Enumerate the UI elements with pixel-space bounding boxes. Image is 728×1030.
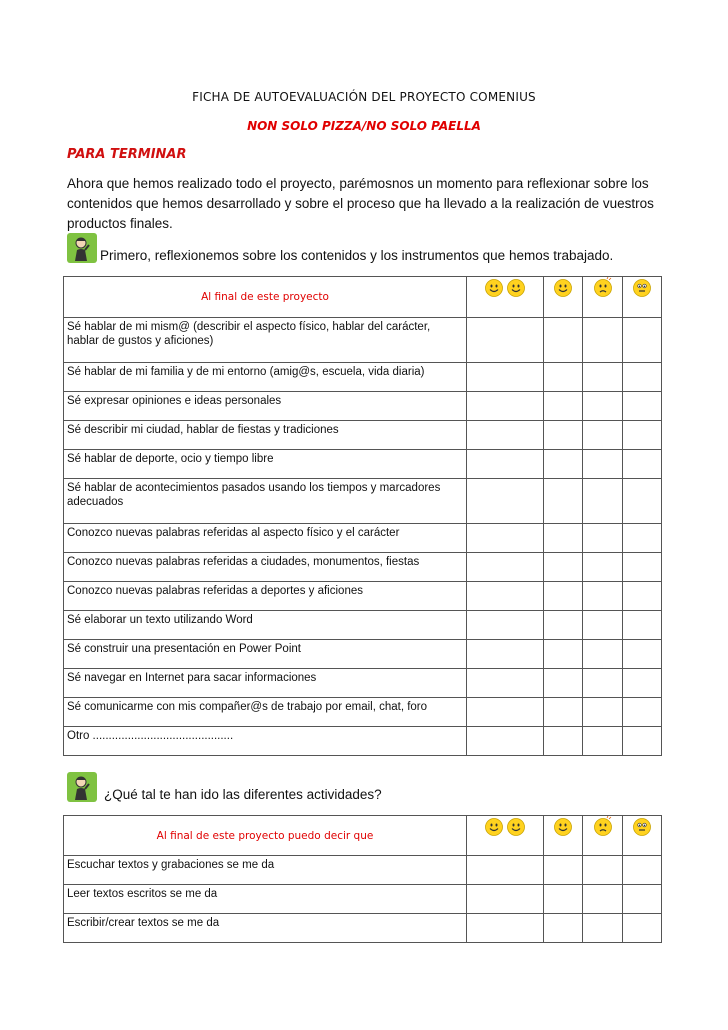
worried-face-icon [631,816,653,838]
rating-cell-very-good[interactable] [467,885,544,914]
table-header-label: Al final de este proyecto puedo decir que [64,816,467,856]
rating-cell-bad[interactable] [583,611,623,640]
rating-cell-very-good[interactable] [467,553,544,582]
rating-cell-good[interactable] [544,698,583,727]
smiley-face-icon [552,277,574,299]
part2-lead-text: ¿Qué tal te han ido las diferentes actividades? [104,787,382,802]
rating-cell-bad[interactable] [583,553,623,582]
rating-cell-very-good[interactable] [467,363,544,392]
criterion-label: Escribir/crear textos se me da [64,914,467,943]
table-header-label: Al final de este proyecto [64,277,467,318]
table-row [64,582,662,611]
criterion-label: Escuchar textos y grabaciones se me da [64,856,467,885]
rating-cell-good[interactable] [544,524,583,553]
rating-cell-neutral[interactable] [623,914,662,943]
rating-cell-bad[interactable] [583,479,623,524]
table-row [64,669,662,698]
rating-cell-neutral[interactable] [623,392,662,421]
self-evaluation-table-activities [63,815,662,943]
two-happy-faces-icon [467,277,543,299]
rating-cell-bad[interactable] [583,392,623,421]
smiley-face-icon [505,816,527,838]
section-heading: PARA TERMINAR [67,147,187,162]
frowning-face-icon [592,816,614,838]
student-thinking-icon [67,772,97,802]
criterion-label: Otro ............................................ [64,727,467,756]
student-thinking-icon [67,233,97,263]
criterion-label: Conozco nuevas palabras referidas a deportes y aficiones [64,582,467,611]
rating-header-neutral [623,277,662,318]
rating-cell-very-good[interactable] [467,698,544,727]
rating-cell-bad[interactable] [583,698,623,727]
table-row [64,479,662,524]
smiley-face-icon [552,816,574,838]
rating-cell-good[interactable] [544,392,583,421]
project-subtitle: NON SOLO PIZZA/NO SOLO PAELLA [247,119,481,133]
criterion-label: Sé navegar en Internet para sacar informaciones [64,669,467,698]
rating-cell-good[interactable] [544,553,583,582]
rating-cell-neutral[interactable] [623,885,662,914]
rating-cell-good[interactable] [544,727,583,756]
part1-lead [67,233,613,263]
rating-cell-good[interactable] [544,363,583,392]
rating-cell-bad[interactable] [583,727,623,756]
rating-cell-good[interactable] [544,421,583,450]
table-header-row [64,816,662,856]
criterion-label: Sé construir una presentación en Power Point [64,640,467,669]
rating-header-good [544,277,583,318]
table-row [64,640,662,669]
worried-face-icon [631,277,653,299]
rating-cell-bad[interactable] [583,524,623,553]
criterion-label: Sé expresar opiniones e ideas personales [64,392,467,421]
criterion-label: Sé comunicarme con mis compañer@s de trabajo por email, chat, foro [64,698,467,727]
rating-cell-very-good[interactable] [467,318,544,363]
rating-header-bad [583,816,623,856]
table-row [64,914,662,943]
criterion-label: Conozco nuevas palabras referidas al aspecto físico y el carácter [64,524,467,553]
rating-cell-bad[interactable] [583,363,623,392]
table-row [64,392,662,421]
rating-cell-neutral[interactable] [623,611,662,640]
rating-cell-good[interactable] [544,479,583,524]
rating-cell-bad[interactable] [583,318,623,363]
table-header-row [64,277,662,318]
rating-cell-very-good[interactable] [467,669,544,698]
table-row [64,421,662,450]
rating-cell-neutral[interactable] [623,553,662,582]
table-row [64,885,662,914]
table-row [64,698,662,727]
rating-header-neutral [623,816,662,856]
rating-cell-neutral[interactable] [623,524,662,553]
criterion-label: Sé hablar de deporte, ocio y tiempo libre [64,450,467,479]
table-row [64,450,662,479]
table-row [64,727,662,756]
rating-header-good [544,816,583,856]
criterion-label: Sé hablar de mi familia y de mi entorno (amig@s, escuela, vida diaria) [64,363,467,392]
rating-cell-neutral[interactable] [623,318,662,363]
smiley-face-icon [483,816,505,838]
rating-cell-good[interactable] [544,640,583,669]
rating-cell-bad[interactable] [583,421,623,450]
frowning-face-icon [592,277,614,299]
table-row [64,553,662,582]
table-row [64,856,662,885]
rating-cell-good[interactable] [544,914,583,943]
smiley-face-icon [483,277,505,299]
rating-cell-bad[interactable] [583,450,623,479]
rating-header-very-good [467,277,544,318]
sad-face-icon [583,277,622,299]
self-evaluation-table-contents [63,276,662,756]
neutral-face-icon [623,816,661,838]
rating-cell-good[interactable] [544,856,583,885]
part2-lead [67,772,382,802]
happy-face-icon [544,816,582,838]
rating-cell-good[interactable] [544,669,583,698]
rating-header-very-good [467,816,544,856]
rating-cell-very-good[interactable] [467,727,544,756]
rating-cell-bad[interactable] [583,640,623,669]
rating-cell-bad[interactable] [583,582,623,611]
rating-cell-bad[interactable] [583,856,623,885]
rating-cell-neutral[interactable] [623,640,662,669]
table-row [64,524,662,553]
sad-face-icon [583,816,622,838]
rating-cell-neutral[interactable] [623,421,662,450]
rating-cell-neutral[interactable] [623,856,662,885]
criterion-label: Sé hablar de mi mism@ (describir el aspecto físico, hablar del carácter, hablar de gustos y aficiones) [64,318,467,363]
rating-cell-very-good[interactable] [467,479,544,524]
table-row [64,318,662,363]
rating-cell-neutral[interactable] [623,727,662,756]
intro-paragraph: Ahora que hemos realizado todo el proyecto, parémosnos un momento para reflexionar sobre los contenidos que hemos desarrollado y sobre el proceso que ha llevado a la realización de vuestros productos finales. [67,176,654,231]
rating-cell-good[interactable] [544,450,583,479]
rating-cell-neutral[interactable] [623,698,662,727]
rating-cell-good[interactable] [544,885,583,914]
rating-cell-neutral[interactable] [623,479,662,524]
rating-cell-very-good[interactable] [467,640,544,669]
smiley-face-icon [505,277,527,299]
rating-cell-very-good[interactable] [467,421,544,450]
rating-cell-very-good[interactable] [467,392,544,421]
table-row [64,363,662,392]
rating-cell-bad[interactable] [583,914,623,943]
part1-lead-text: Primero, reflexionemos sobre los contenidos y los instrumentos que hemos trabajado. [100,248,614,263]
rating-cell-good[interactable] [544,582,583,611]
criterion-label: Sé describir mi ciudad, hablar de fiestas y tradiciones [64,421,467,450]
rating-cell-neutral[interactable] [623,582,662,611]
criterion-label: Sé elaborar un texto utilizando Word [64,611,467,640]
rating-cell-very-good[interactable] [467,856,544,885]
criterion-label: Leer textos escritos se me da [64,885,467,914]
two-happy-faces-icon [467,816,543,838]
criterion-label: Sé hablar de acontecimientos pasados usando los tiempos y marcadores adecuados [64,479,467,524]
rating-cell-bad[interactable] [583,885,623,914]
table-row [64,611,662,640]
happy-face-icon [544,277,582,299]
rating-cell-very-good[interactable] [467,914,544,943]
rating-cell-very-good[interactable] [467,582,544,611]
rating-cell-good[interactable] [544,611,583,640]
rating-cell-neutral[interactable] [623,363,662,392]
rating-header-bad [583,277,623,318]
rating-cell-very-good[interactable] [467,611,544,640]
rating-cell-neutral[interactable] [623,669,662,698]
document-title: FICHA DE AUTOEVALUACIÓN DEL PROYECTO COMENIUS [192,90,536,104]
rating-cell-very-good[interactable] [467,524,544,553]
rating-cell-neutral[interactable] [623,450,662,479]
neutral-face-icon [623,277,661,299]
rating-cell-good[interactable] [544,318,583,363]
rating-cell-very-good[interactable] [467,450,544,479]
rating-cell-bad[interactable] [583,669,623,698]
criterion-label: Conozco nuevas palabras referidas a ciudades, monumentos, fiestas [64,553,467,582]
